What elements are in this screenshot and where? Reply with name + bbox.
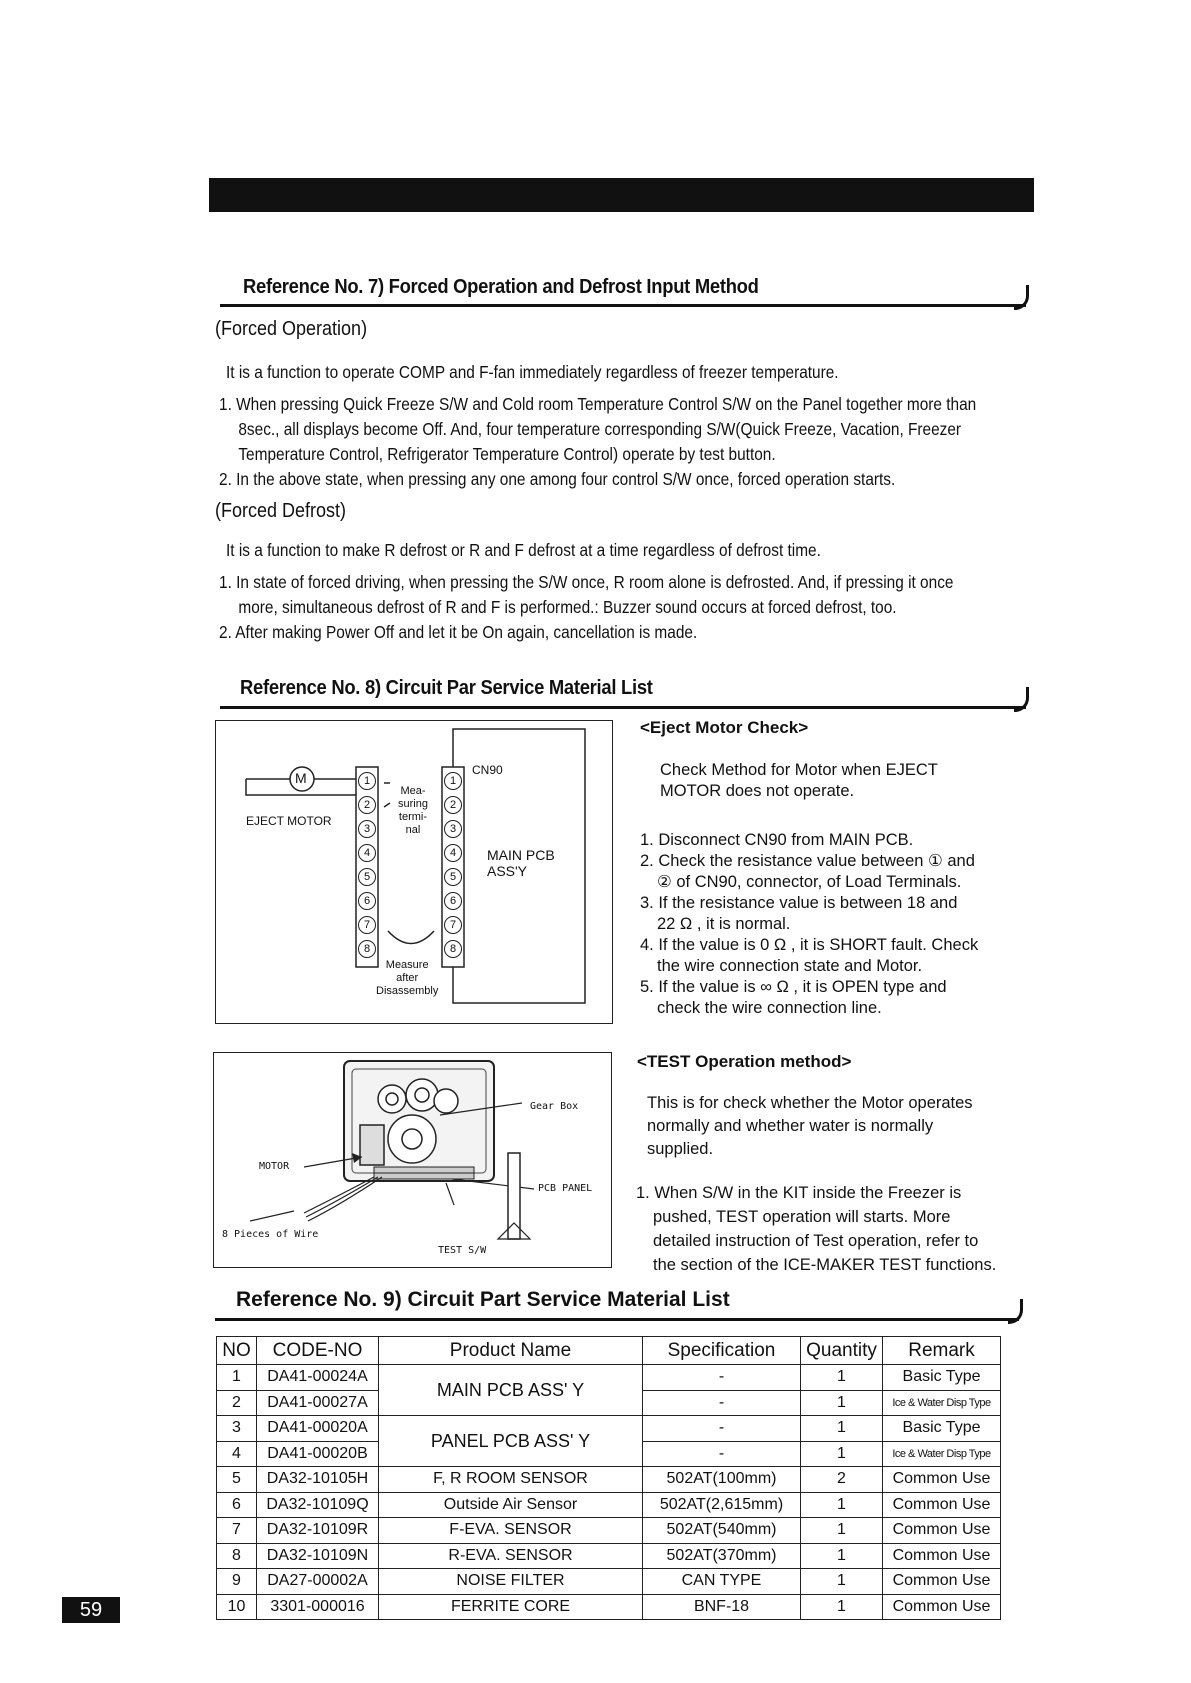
cell-qty: 1: [801, 1390, 883, 1416]
cell-no: 8: [217, 1543, 257, 1569]
cell-spec: 502AT(100mm): [643, 1467, 801, 1493]
eject-motor-diagram: [215, 720, 613, 1024]
cell-qty: 1: [801, 1492, 883, 1518]
col-header: Product Name: [379, 1337, 643, 1365]
cell-spec: 502AT(540mm): [643, 1518, 801, 1544]
cell-name: PANEL PCB ASS' Y: [379, 1416, 643, 1467]
pin: 1: [444, 772, 462, 790]
cell-code: 3301-000016: [257, 1594, 379, 1620]
cell-name: R-EVA. SENSOR: [379, 1543, 643, 1569]
intro-line: supplied.: [647, 1140, 714, 1158]
step-line: the section of the ICE-MAKER TEST functions.: [653, 1256, 997, 1274]
step-line: 4. If the value is 0 Ω , it is SHORT fault. Check: [640, 936, 979, 954]
intro-line: MOTOR does not operate.: [660, 782, 855, 800]
table-row: [217, 1569, 1001, 1595]
parts-table-wrap: [216, 1336, 1001, 1620]
mt-line: termi-: [398, 811, 428, 823]
mt-line: suring: [398, 798, 428, 810]
measuring-terminal-label: [398, 785, 428, 837]
cell-remark: Common Use: [883, 1467, 1001, 1493]
ref9-hook: [1008, 1299, 1023, 1324]
cell-no: 10: [217, 1594, 257, 1620]
cell-no: 5: [217, 1467, 257, 1493]
step-line: 1. When S/W in the KIT inside the Freezer is: [636, 1184, 962, 1202]
step-line: 1. Disconnect CN90 from MAIN PCB.: [640, 831, 914, 849]
cell-no: 1: [217, 1365, 257, 1391]
cell-code: DA32-10105H: [257, 1467, 379, 1493]
main-pcb-line: ASS'Y: [487, 863, 528, 879]
main-pcb-line: MAIN PCB: [487, 847, 555, 863]
pcb-panel-label: PCB PANEL: [538, 1183, 593, 1194]
cell-spec: 502AT(2,615mm): [643, 1492, 801, 1518]
cell-remark: Basic Type: [883, 1365, 1001, 1391]
table-row: [217, 1365, 1001, 1391]
gear-box-label: Gear Box: [530, 1101, 579, 1112]
cell-remark: Common Use: [883, 1518, 1001, 1544]
cell-no: 6: [217, 1492, 257, 1518]
eject-check-steps: [640, 830, 978, 1019]
step-line: 3. If the resistance value is between 18 and: [640, 894, 958, 912]
cell-code: DA41-00020A: [257, 1416, 379, 1442]
eject-check-intro: [660, 760, 938, 802]
cell-name: F, R ROOM SENSOR: [379, 1467, 643, 1493]
test-sw-label: TEST S/W: [438, 1245, 487, 1256]
cell-qty: 1: [801, 1594, 883, 1620]
forced-defrost-heading: (Forced Defrost): [215, 500, 347, 522]
cell-name: FERRITE CORE: [379, 1594, 643, 1620]
cell-code: DA32-10109Q: [257, 1492, 379, 1518]
pin: 4: [444, 844, 462, 862]
col-header: Specification: [643, 1337, 801, 1365]
cell-qty: 1: [801, 1441, 883, 1467]
ice-maker-diagram: [213, 1052, 612, 1268]
eject-check-heading: <Eject Motor Check>: [640, 718, 809, 737]
list-item: more, simultaneous defrost of R and F is performed.: Buzzer sound occurs at forced defrost, too.: [238, 597, 897, 617]
cell-remark: Ice & Water Disp Type: [883, 1441, 1001, 1467]
pin: 8: [444, 940, 462, 958]
list-item: 2. In the above state, when pressing any one among four control S/W once, forced operation starts.: [219, 469, 896, 489]
motor-label: MOTOR: [259, 1161, 290, 1172]
list-item: 1. In state of forced driving, when pressing the S/W once, R room alone is defrosted. And, if pressing it once: [219, 572, 954, 592]
pin: 3: [444, 820, 462, 838]
main-pcb-label: [487, 847, 555, 879]
cell-spec: -: [643, 1365, 801, 1391]
list-item: Temperature Control, Refrigerator Temperature Control) operate by test button.: [238, 444, 776, 464]
header-bar: [209, 178, 1034, 212]
cell-remark: Common Use: [883, 1569, 1001, 1595]
pin: 2: [444, 796, 462, 814]
test-op-steps: [636, 1181, 996, 1277]
cell-remark: Common Use: [883, 1543, 1001, 1569]
table-row: [217, 1594, 1001, 1620]
step-line: 22 Ω , it is normal.: [657, 915, 791, 933]
list-item: 8sec., all displays become Off. And, four temperature corresponding S/W(Quick Freeze, Vacation, Freezer: [238, 419, 962, 439]
ma-line: Measure: [385, 959, 429, 971]
step-line: ② of CN90, connector, of Load Terminals.: [657, 873, 962, 891]
table-row: [217, 1543, 1001, 1569]
cell-name: NOISE FILTER: [379, 1569, 643, 1595]
cell-no: 9: [217, 1569, 257, 1595]
intro-line: normally and whether water is normally: [647, 1117, 934, 1135]
motor-symbol: M: [295, 770, 307, 786]
forced-operation-intro: It is a function to operate COMP and F-fan immediately regardless of freezer temperature.: [226, 362, 839, 382]
step-line: pushed, TEST operation will starts. More: [653, 1208, 951, 1226]
cell-qty: 1: [801, 1416, 883, 1442]
cell-qty: 1: [801, 1569, 883, 1595]
cell-code: DA41-00020B: [257, 1441, 379, 1467]
pin: 7: [444, 916, 462, 934]
cell-remark: Basic Type: [883, 1416, 1001, 1442]
step-line: 5. If the value is ∞ Ω , it is OPEN type and: [640, 978, 947, 996]
parts-table: [216, 1336, 1001, 1620]
cell-remark: Ice & Water Disp Type: [883, 1390, 1001, 1416]
ref8-underline: [220, 706, 1026, 709]
ma-line: after: [396, 972, 419, 984]
cell-qty: 1: [801, 1518, 883, 1544]
cell-qty: 1: [801, 1365, 883, 1391]
pins-left: [358, 772, 376, 958]
ma-line: Disassembly: [376, 985, 439, 997]
cell-no: 7: [217, 1518, 257, 1544]
ref8-title: Reference No. 8) Circuit Par Service Material List: [240, 677, 653, 699]
intro-line: Check Method for Motor when EJECT: [660, 761, 938, 779]
cell-remark: Common Use: [883, 1594, 1001, 1620]
cell-no: 4: [217, 1441, 257, 1467]
cell-qty: 2: [801, 1467, 883, 1493]
forced-defrost-intro: It is a function to make R defrost or R and F defrost at a time regardless of defrost time.: [226, 540, 821, 560]
cell-spec: -: [643, 1441, 801, 1467]
col-header: Remark: [883, 1337, 1001, 1365]
cell-code: DA41-00024A: [257, 1365, 379, 1391]
cell-qty: 1: [801, 1543, 883, 1569]
step-line: the wire connection state and Motor.: [657, 957, 923, 975]
page-number: 59: [62, 1597, 120, 1623]
ref7-hook: [1014, 285, 1029, 310]
ref9-underline: [215, 1318, 1019, 1321]
intro-line: This is for check whether the Motor operates: [647, 1094, 973, 1112]
ref7-title: Reference No. 7) Forced Operation and Defrost Input Method: [243, 276, 759, 298]
pin: 6: [358, 892, 376, 910]
cell-spec: -: [643, 1390, 801, 1416]
mt-line: Mea-: [400, 785, 426, 797]
pin: 3: [358, 820, 376, 838]
step-line: check the wire connection line.: [657, 999, 882, 1017]
forced-defrost-list: [219, 570, 953, 645]
cell-name: Outside Air Sensor: [379, 1492, 643, 1518]
pin: 8: [358, 940, 376, 958]
test-op-intro: [647, 1092, 973, 1161]
list-item: 1. When pressing Quick Freeze S/W and Cold room Temperature Control S/W on the Panel together more than: [219, 394, 977, 414]
pins-right: [444, 772, 462, 958]
cell-code: DA32-10109N: [257, 1543, 379, 1569]
test-op-heading: <TEST Operation method>: [637, 1052, 852, 1071]
mt-line: nal: [405, 824, 421, 836]
col-header: Quantity: [801, 1337, 883, 1365]
eject-motor-label: EJECT MOTOR: [246, 814, 332, 828]
cell-name: F-EVA. SENSOR: [379, 1518, 643, 1544]
table-row: [217, 1467, 1001, 1493]
pin: 7: [358, 916, 376, 934]
cell-code: DA32-10109R: [257, 1518, 379, 1544]
cell-spec: CAN TYPE: [643, 1569, 801, 1595]
cell-code: DA41-00027A: [257, 1390, 379, 1416]
pin: 5: [358, 868, 376, 886]
pin: 4: [358, 844, 376, 862]
table-header-row: [217, 1337, 1001, 1365]
forced-operation-list: [219, 392, 976, 492]
table-row: [217, 1416, 1001, 1442]
ref8-hook: [1014, 687, 1029, 712]
wires-label: 8 Pieces of Wire: [222, 1229, 319, 1240]
ref7-underline: [220, 304, 1026, 307]
measure-after-label: [376, 959, 438, 998]
cell-no: 2: [217, 1390, 257, 1416]
ref9-title: Reference No. 9) Circuit Part Service Material List: [236, 1288, 730, 1311]
pin: 5: [444, 868, 462, 886]
col-header: NO: [217, 1337, 257, 1365]
pin: 6: [444, 892, 462, 910]
pin: 2: [358, 796, 376, 814]
cell-spec: BNF-18: [643, 1594, 801, 1620]
table-row: [217, 1492, 1001, 1518]
cell-name: MAIN PCB ASS' Y: [379, 1365, 643, 1416]
col-header: CODE-NO: [257, 1337, 379, 1365]
pin: 1: [358, 772, 376, 790]
step-line: detailed instruction of Test operation, refer to: [653, 1232, 979, 1250]
list-item: 2. After making Power Off and let it be On again, cancellation is made.: [219, 622, 698, 642]
cn90-label: CN90: [472, 763, 503, 777]
forced-operation-heading: (Forced Operation): [215, 318, 368, 340]
cell-spec: 502AT(370mm): [643, 1543, 801, 1569]
cell-no: 3: [217, 1416, 257, 1442]
table-row: [217, 1518, 1001, 1544]
cell-spec: -: [643, 1416, 801, 1442]
cell-code: DA27-00002A: [257, 1569, 379, 1595]
cell-remark: Common Use: [883, 1492, 1001, 1518]
step-line: 2. Check the resistance value between ① and: [640, 852, 975, 870]
